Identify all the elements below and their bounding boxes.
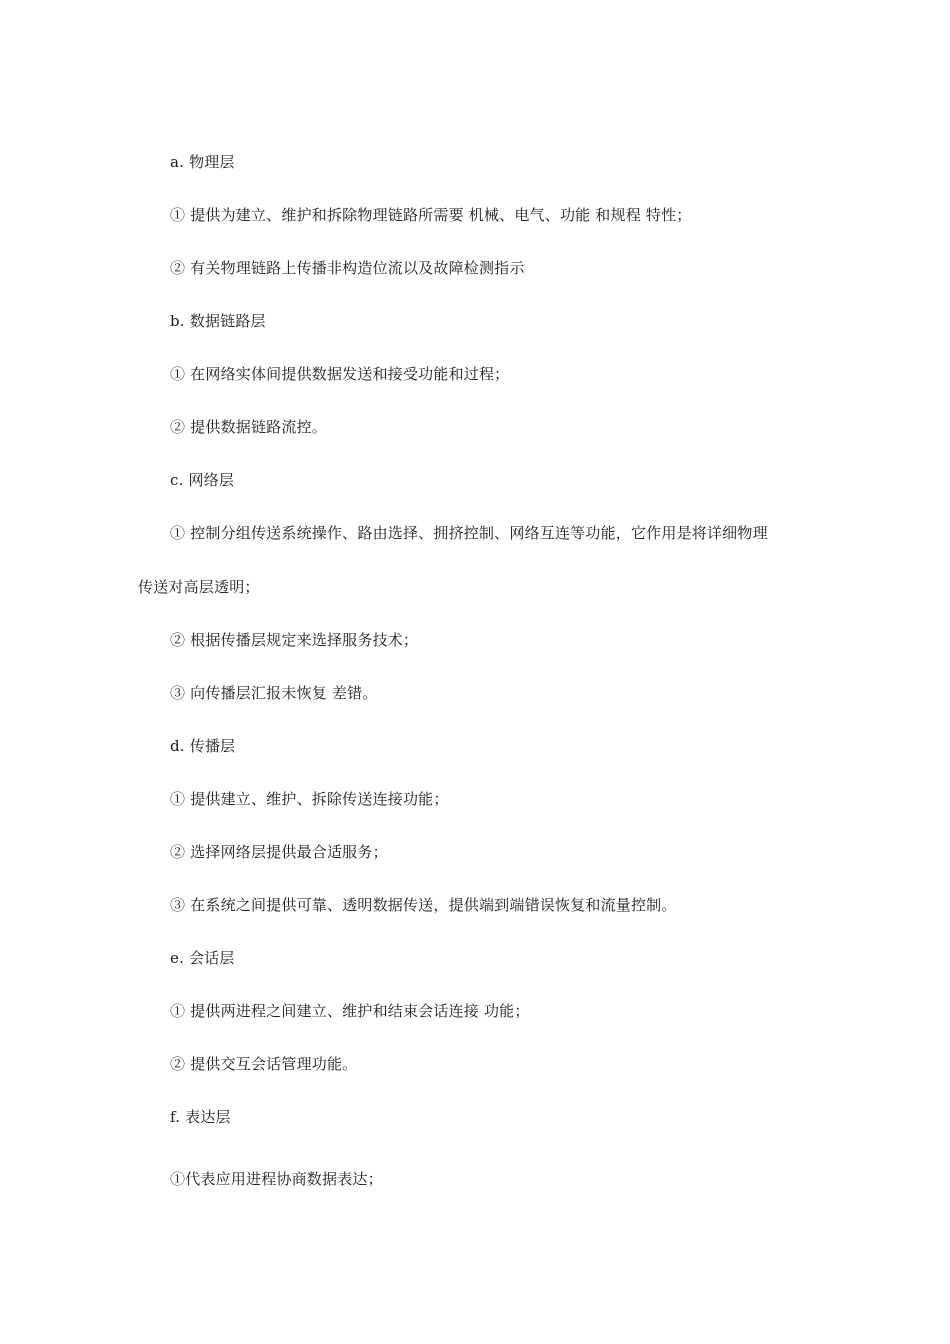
- paragraph-network-1: ① 控制分组传送系统操作、路由选择、拥挤控制、网络互连等功能，它作用是将详细物理: [170, 524, 768, 542]
- section-heading-data-link-layer: b. 数据链路层: [170, 312, 266, 330]
- paragraph-transport-2: ② 选择网络层提供最合适服务；: [170, 843, 388, 861]
- section-heading-transport-layer: d. 传播层: [170, 737, 236, 755]
- paragraph-transport-1: ① 提供建立、维护、拆除传送连接功能；: [170, 790, 449, 808]
- section-heading-physical-layer: a. 物理层: [170, 153, 235, 171]
- paragraph-session-2: ② 提供交互会话管理功能。: [170, 1055, 358, 1073]
- paragraph-data-link-1: ① 在网络实体间提供数据发送和接受功能和过程；: [170, 365, 510, 383]
- section-heading-session-layer: e. 会话层: [170, 949, 235, 967]
- paragraph-presentation-1: ①代表应用进程协商数据表达；: [170, 1170, 383, 1188]
- section-heading-presentation-layer: f. 表达层: [170, 1108, 231, 1126]
- paragraph-physical-2: ② 有关物理链路上传播非构造位流以及故障检测指示: [170, 259, 525, 277]
- paragraph-network-2: ② 根据传播层规定来选择服务技术；: [170, 631, 419, 649]
- paragraph-physical-1: ① 提供为建立、维护和拆除物理链路所需要 机械、电气、功能 和规程 特性；: [170, 206, 692, 224]
- section-heading-network-layer: c. 网络层: [170, 471, 235, 489]
- paragraph-session-1: ① 提供两进程之间建立、维护和结束会话连接 功能；: [170, 1002, 530, 1020]
- paragraph-network-3: ③ 向传播层汇报未恢复 差错。: [170, 684, 378, 702]
- paragraph-data-link-2: ② 提供数据链路流控。: [170, 418, 327, 436]
- paragraph-transport-3: ③ 在系统之间提供可靠、透明数据传送，提供端到端错误恢复和流量控制。: [170, 896, 677, 914]
- paragraph-network-1-continued: 传送对高层透明；: [138, 578, 260, 596]
